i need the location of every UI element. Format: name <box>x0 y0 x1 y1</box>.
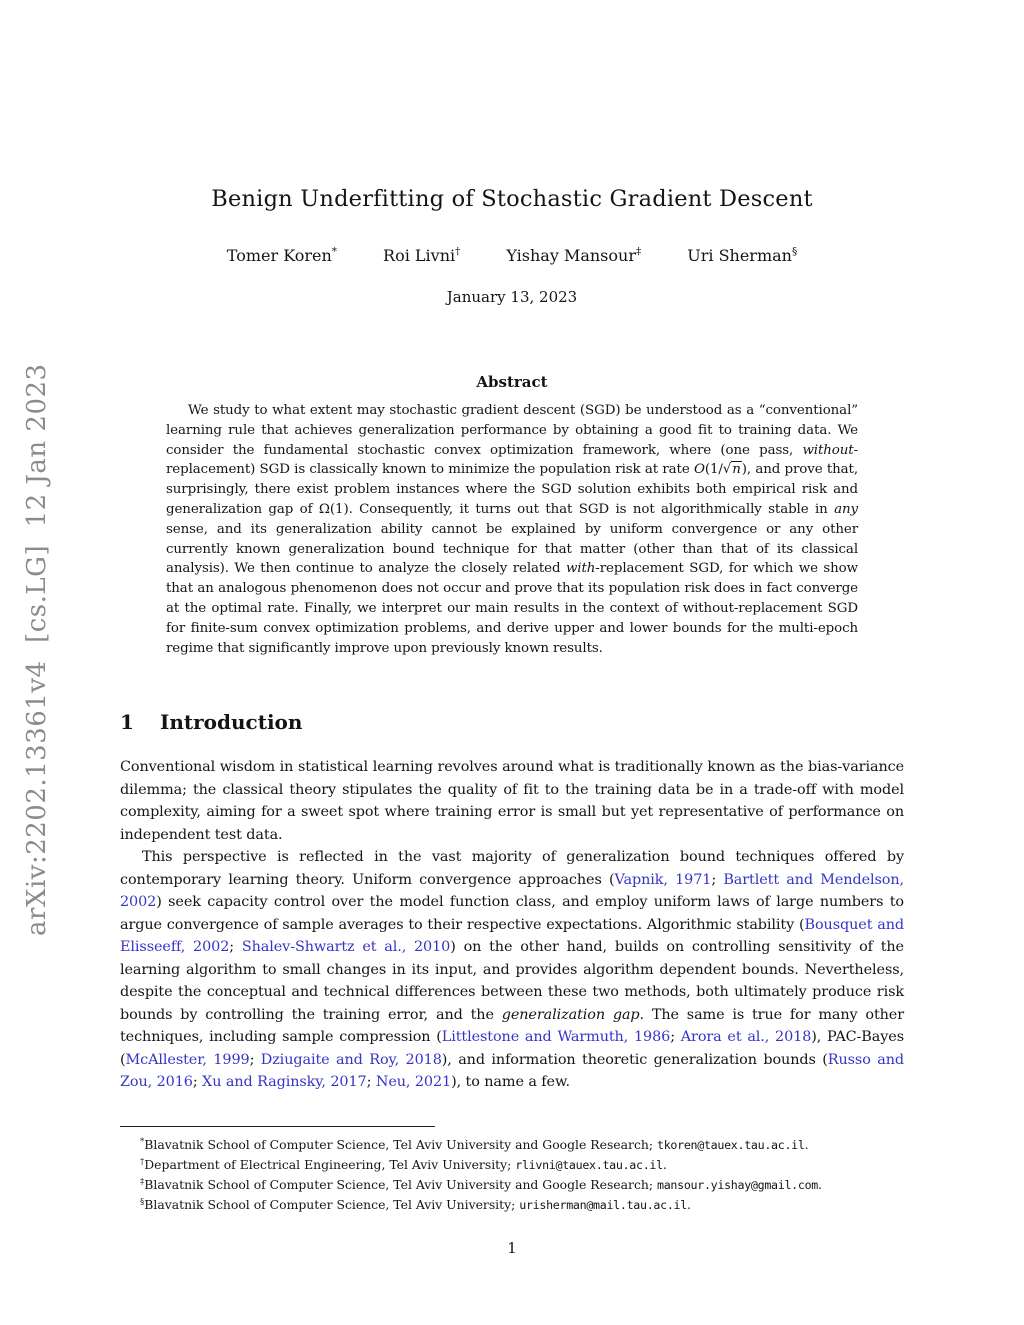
text-segment: . The same is true for many other techniques, including sample compression ( <box>120 1006 904 1045</box>
text-segment: ; <box>670 1029 681 1045</box>
author-name: Uri Sherman <box>687 246 792 265</box>
text-segment: generalization gap <box>501 1006 640 1023</box>
author-footnote-mark: § <box>791 245 798 258</box>
author <box>687 246 797 265</box>
footnote-mark: § <box>140 1196 145 1207</box>
introduction-body <box>120 756 904 1094</box>
arxiv-watermark: arXiv:2202.13361v4 [cs.LG] 12 Jan 2023 <box>22 363 52 937</box>
footnote-mark: † <box>140 1156 145 1167</box>
text-segment: ; <box>192 1074 203 1090</box>
text-segment: We study to what extent may stochastic gradient descent (SGD) be understood as a “conventional” learning rule that achieves generalization performance by obtaining a good fit to training data. We consider the fundamental stochastic convex optimization framework, where (one pass, <box>166 403 858 458</box>
author-footnote-mark: ‡ <box>635 245 642 258</box>
citation-link[interactable]: Littlestone and Warmuth, 1986 <box>441 1029 671 1045</box>
footnotes-block <box>120 1126 904 1215</box>
footnote <box>120 1155 904 1175</box>
text-segment: ; <box>229 939 242 955</box>
author <box>506 246 641 265</box>
footnote-text <box>144 1177 822 1192</box>
text-segment: This perspective is reflected in the vast majority of generalization bound techniques offered by contemporary learning theory. Uniform convergence approaches ( <box>120 849 904 888</box>
footnote-text <box>144 1157 667 1172</box>
text-segment: ; <box>711 871 724 888</box>
intro-paragraph-1 <box>120 756 904 846</box>
section-heading-introduction <box>120 710 302 734</box>
author <box>227 246 337 265</box>
text-segment: sense, and its generalization ability cannot be explained by uniform convergence or any other currently known generalization bound technique for that matter (other than that of its classical analysis). We then continue to analyze the closely related <box>166 521 858 577</box>
citation-link[interactable]: Russo and Zou, 2016 <box>120 1051 904 1090</box>
text-segment: Conventional wisdom in statistical learning revolves around what is traditionally known as the bias-variance dilemma; the classical theory stipulates the quality of fit to the training data be in a trade-off with model complexity, aiming for a sweet spot where training error is small but yet representative of performance on independent test data. <box>120 759 904 843</box>
citation-link[interactable]: McAllester, 1999 <box>125 1051 250 1068</box>
author-footnote-mark: † <box>455 245 461 258</box>
email-text: rlivni@tauex.tau.ac.il <box>515 1158 663 1172</box>
footnote-mark: ‡ <box>140 1176 145 1187</box>
footnote <box>120 1175 904 1195</box>
text-segment: with <box>565 561 596 577</box>
citation-link[interactable]: Neu, 2021 <box>375 1074 452 1090</box>
paper-date: January 13, 2023 <box>446 288 578 306</box>
author-name: Tomer Koren <box>226 246 332 265</box>
text-segment: ) seek capacity control over the model function class, and employ uniform laws of large numbers to argue convergence of sample averages to their respective expectations. Algorithmic stability ( <box>120 894 904 933</box>
footnote <box>120 1135 904 1155</box>
footnote-text <box>144 1137 808 1152</box>
author-name: Yishay Mansour <box>506 246 636 265</box>
section-number: 1 <box>120 710 134 734</box>
text-segment: ), and prove that, surprisingly, there exist problem instances where the SGD solution exhibits both empirical risk and generalization gap of Ω(1). Consequently, it turns out that SGD is not algorithmically stable in <box>166 462 858 517</box>
text-segment: ; <box>249 1051 261 1068</box>
section-title: Introduction <box>160 710 303 734</box>
author-footnote-mark: * <box>331 245 338 258</box>
author <box>383 246 460 265</box>
paper-title: Benign Underfitting of Stochastic Gradient Descent <box>211 186 813 212</box>
text-segment: O <box>693 462 705 478</box>
author-name: Roi Livni <box>383 246 456 265</box>
abstract-heading: Abstract <box>476 373 548 391</box>
text-segment: ), to name a few. <box>451 1074 570 1090</box>
footnote-mark: * <box>140 1136 145 1147</box>
text-segment: any <box>834 501 858 517</box>
citation-link[interactable]: Vapnik, 1971 <box>614 871 712 888</box>
text-segment: ; <box>366 1074 376 1090</box>
text-segment: . <box>662 1157 667 1172</box>
email-text: urisherman@mail.tau.ac.il <box>519 1198 687 1212</box>
author-list <box>0 246 1024 265</box>
abstract-text <box>166 401 858 658</box>
text-segment: without <box>802 442 854 458</box>
footnote-text <box>144 1197 691 1212</box>
text-segment: ), PAC-Bayes ( <box>120 1029 904 1068</box>
text-segment: Blavatnik School of Computer Science, Tel Aviv University and Google Research; <box>144 1177 657 1192</box>
text-segment: ), and information theoretic generalization bounds ( <box>441 1051 828 1068</box>
citation-link[interactable]: Xu and Raginsky, 2017 <box>202 1074 367 1090</box>
text-segment: Department of Electrical Engineering, Tel Aviv University; <box>144 1157 516 1172</box>
intro-paragraph-2 <box>120 846 904 1094</box>
citation-link[interactable]: Shalev-Shwartz et al., 2010 <box>241 939 451 955</box>
text-segment: n <box>732 462 741 478</box>
email-text: mansour.yishay@gmail.com <box>656 1178 818 1192</box>
page-number: 1 <box>507 1239 517 1257</box>
text-segment: ) on the other hand, builds on controlling sensitivity of the learning algorithm to small changes in its input, and provides algorithm dependent bounds. Nevertheless, despite the conceptual and technical differences between these two methods, both ultimately produce risk bounds by controlling the training error, and the <box>120 939 904 1023</box>
footnote-rule <box>120 1126 435 1127</box>
text-segment: -replacement SGD, for which we show that an analogous phenomenon does not occur and prove that its population risk does in fact converge at the optimal rate. Finally, we interpret our main results in the context of without-replacement SGD for finite-sum convex optimization problems, and derive upper and lower bounds for the multi-epoch regime that significantly improve upon previously known results. <box>166 561 858 656</box>
text-segment: -replacement) SGD is classically known to minimize the population risk at rate <box>166 442 858 478</box>
footnote <box>120 1195 904 1215</box>
text-segment: . <box>686 1197 691 1212</box>
text-segment: . <box>817 1177 822 1192</box>
text-segment: . <box>804 1137 809 1152</box>
citation-link[interactable]: Bousquet and Elisseeff, 2002 <box>120 916 904 955</box>
citation-link[interactable]: Dziugaite and Roy, 2018 <box>260 1051 442 1068</box>
text-segment: Blavatnik School of Computer Science, Tel Aviv University; <box>144 1197 520 1212</box>
text-segment: Blavatnik School of Computer Science, Tel Aviv University and Google Research; <box>144 1137 657 1152</box>
email-text: tkoren@tauex.tau.ac.il <box>656 1138 805 1152</box>
citation-link[interactable]: Arora et al., 2018 <box>680 1029 812 1045</box>
citation-link[interactable]: Bartlett and Mendelson, 2002 <box>120 871 904 910</box>
text-segment: (1/√ <box>704 462 732 478</box>
